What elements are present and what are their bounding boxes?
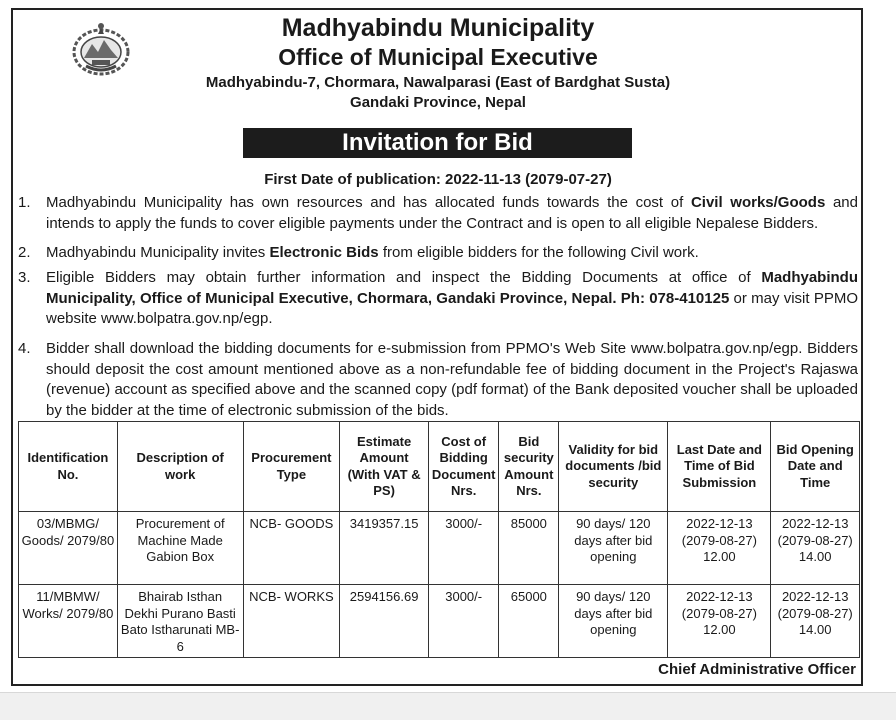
municipality-name: Madhyabindu Municipality xyxy=(281,14,595,42)
column-header: Procurement Type xyxy=(243,422,340,512)
province-name: Gandaki Province, Nepal xyxy=(350,94,526,111)
paragraph-4: 4. Bidder shall download the bidding documents for e-submission from PPMO's Web Site www.bolpatra.gov.np/egp. Bidders should deposit the cost amount mentioned above as a non-refundable fee of bidding document in the Project's Rajaswa (revenue) account as specified above and the scanned copy (pdf format) of the Bank deposited voucher shall be uploaded by the bidder at the time of electronic submission of the bids. xyxy=(18,340,858,419)
opening-date: 2022-12-13 xyxy=(781,589,849,604)
description-cell: Bhairab Isthan Dekhi Purano Basti Bato Istharunati MB-6 xyxy=(117,585,243,658)
identification-cell: 03/MBMG/ Goods/ 2079/80 xyxy=(19,512,118,585)
bold-phrase: Electronic Bids xyxy=(269,244,379,261)
column-header: Bid Opening Date and Time xyxy=(771,422,860,512)
opening-date-bs: (2079-08-27) xyxy=(777,605,853,621)
notice-title: Invitation for Bid xyxy=(243,128,632,158)
opening-time: 14.00 xyxy=(798,549,832,564)
opening-date-bs: (2079-08-27) xyxy=(777,532,853,548)
paragraph-number: 4. xyxy=(18,340,31,357)
paragraph-3: 3. Eligible Bidders may obtain further information and inspect the Bidding Documents at office of Madhyabindu Municipality, Office of Municipal Executive, Chormara, Gandaki Province, Nepal. Ph: 078-410125 or may visit PPMO website www.bolpatra.gov.np/egp. xyxy=(18,269,858,327)
table-header-row xyxy=(19,422,860,512)
document-cost-cell: 3000/- xyxy=(428,585,499,658)
paragraph-1: 1. Madhyabindu Municipality has own resources and has allocated funds towards the cost of Civil works/Goods and intends to apply the funds to cover eligible payments under the Contract and is open to all eligible Nepalese Bidders. xyxy=(18,194,858,232)
submission-time: 12.00 xyxy=(703,549,736,564)
column-header: Cost of Bidding Document Nrs. xyxy=(428,422,499,512)
bid-opening-cell xyxy=(771,585,860,658)
submission-deadline-cell xyxy=(668,585,771,658)
column-header: Bid security Amount Nrs. xyxy=(499,422,559,512)
submission-date-bs: (2079-08-27) xyxy=(681,532,757,548)
submission-date-bs: (2079-08-27) xyxy=(681,605,757,621)
validity-cell: 90 days/ 120 days after bid opening xyxy=(559,512,668,585)
estimate-amount-cell: 2594156.69 xyxy=(340,585,429,658)
publication-date: First Date of publication: 2022-11-13 (2079-07-27) xyxy=(264,171,612,188)
column-header: Validity for bid documents /bid security xyxy=(559,422,668,512)
bid-opening-cell xyxy=(771,512,860,585)
opening-date: 2022-12-13 xyxy=(781,516,849,531)
paragraph-number: 3. xyxy=(18,269,31,286)
column-header: Identification No. xyxy=(19,422,118,512)
paragraph-number: 2. xyxy=(18,244,31,261)
identification-cell: 11/MBMW/ Works/ 2079/80 xyxy=(19,585,118,658)
bid-security-cell: 65000 xyxy=(499,585,559,658)
document-cost-cell: 3000/- xyxy=(428,512,499,585)
signatory-title: Chief Administrative Officer xyxy=(658,661,856,678)
bid-security-cell: 85000 xyxy=(499,512,559,585)
page-bottom-strip xyxy=(0,692,896,720)
submission-date: 2022-12-13 xyxy=(686,589,753,604)
bid-table xyxy=(18,421,860,658)
bold-phrase: Civil works/Goods xyxy=(690,194,826,211)
column-header: Estimate Amount (With VAT & PS) xyxy=(340,422,429,512)
office-address: Madhyabindu-7, Chormara, Nawalparasi (East of Bardghat Susta) xyxy=(205,74,671,91)
office-name: Office of Municipal Executive xyxy=(278,44,598,70)
submission-date: 2022-12-13 xyxy=(686,516,753,531)
bold-phrase: Madhyabindu Municipality, Office of Municipal Executive, Chormara, Gandaki Province, Nepal. Ph: 078-410125 xyxy=(46,269,858,307)
submission-deadline-cell xyxy=(668,512,771,585)
description-cell: Procurement of Machine Made Gabion Box xyxy=(117,512,243,585)
paragraph-number: 1. xyxy=(18,194,31,211)
procurement-type-cell: NCB- GOODS xyxy=(243,512,340,585)
column-header: Description of work xyxy=(117,422,243,512)
validity-cell: 90 days/ 120 days after bid opening xyxy=(559,585,668,658)
column-header: Last Date and Time of Bid Submission xyxy=(668,422,771,512)
submission-time: 12.00 xyxy=(703,622,736,637)
procurement-type-cell: NCB- WORKS xyxy=(243,585,340,658)
estimate-amount-cell: 3419357.15 xyxy=(340,512,429,585)
table-row xyxy=(19,585,860,658)
opening-time: 14.00 xyxy=(798,622,832,637)
paragraph-2: 2. Madhyabindu Municipality invites Electronic Bids from eligible bidders for the following Civil work. xyxy=(18,243,858,264)
table-row xyxy=(19,512,860,585)
